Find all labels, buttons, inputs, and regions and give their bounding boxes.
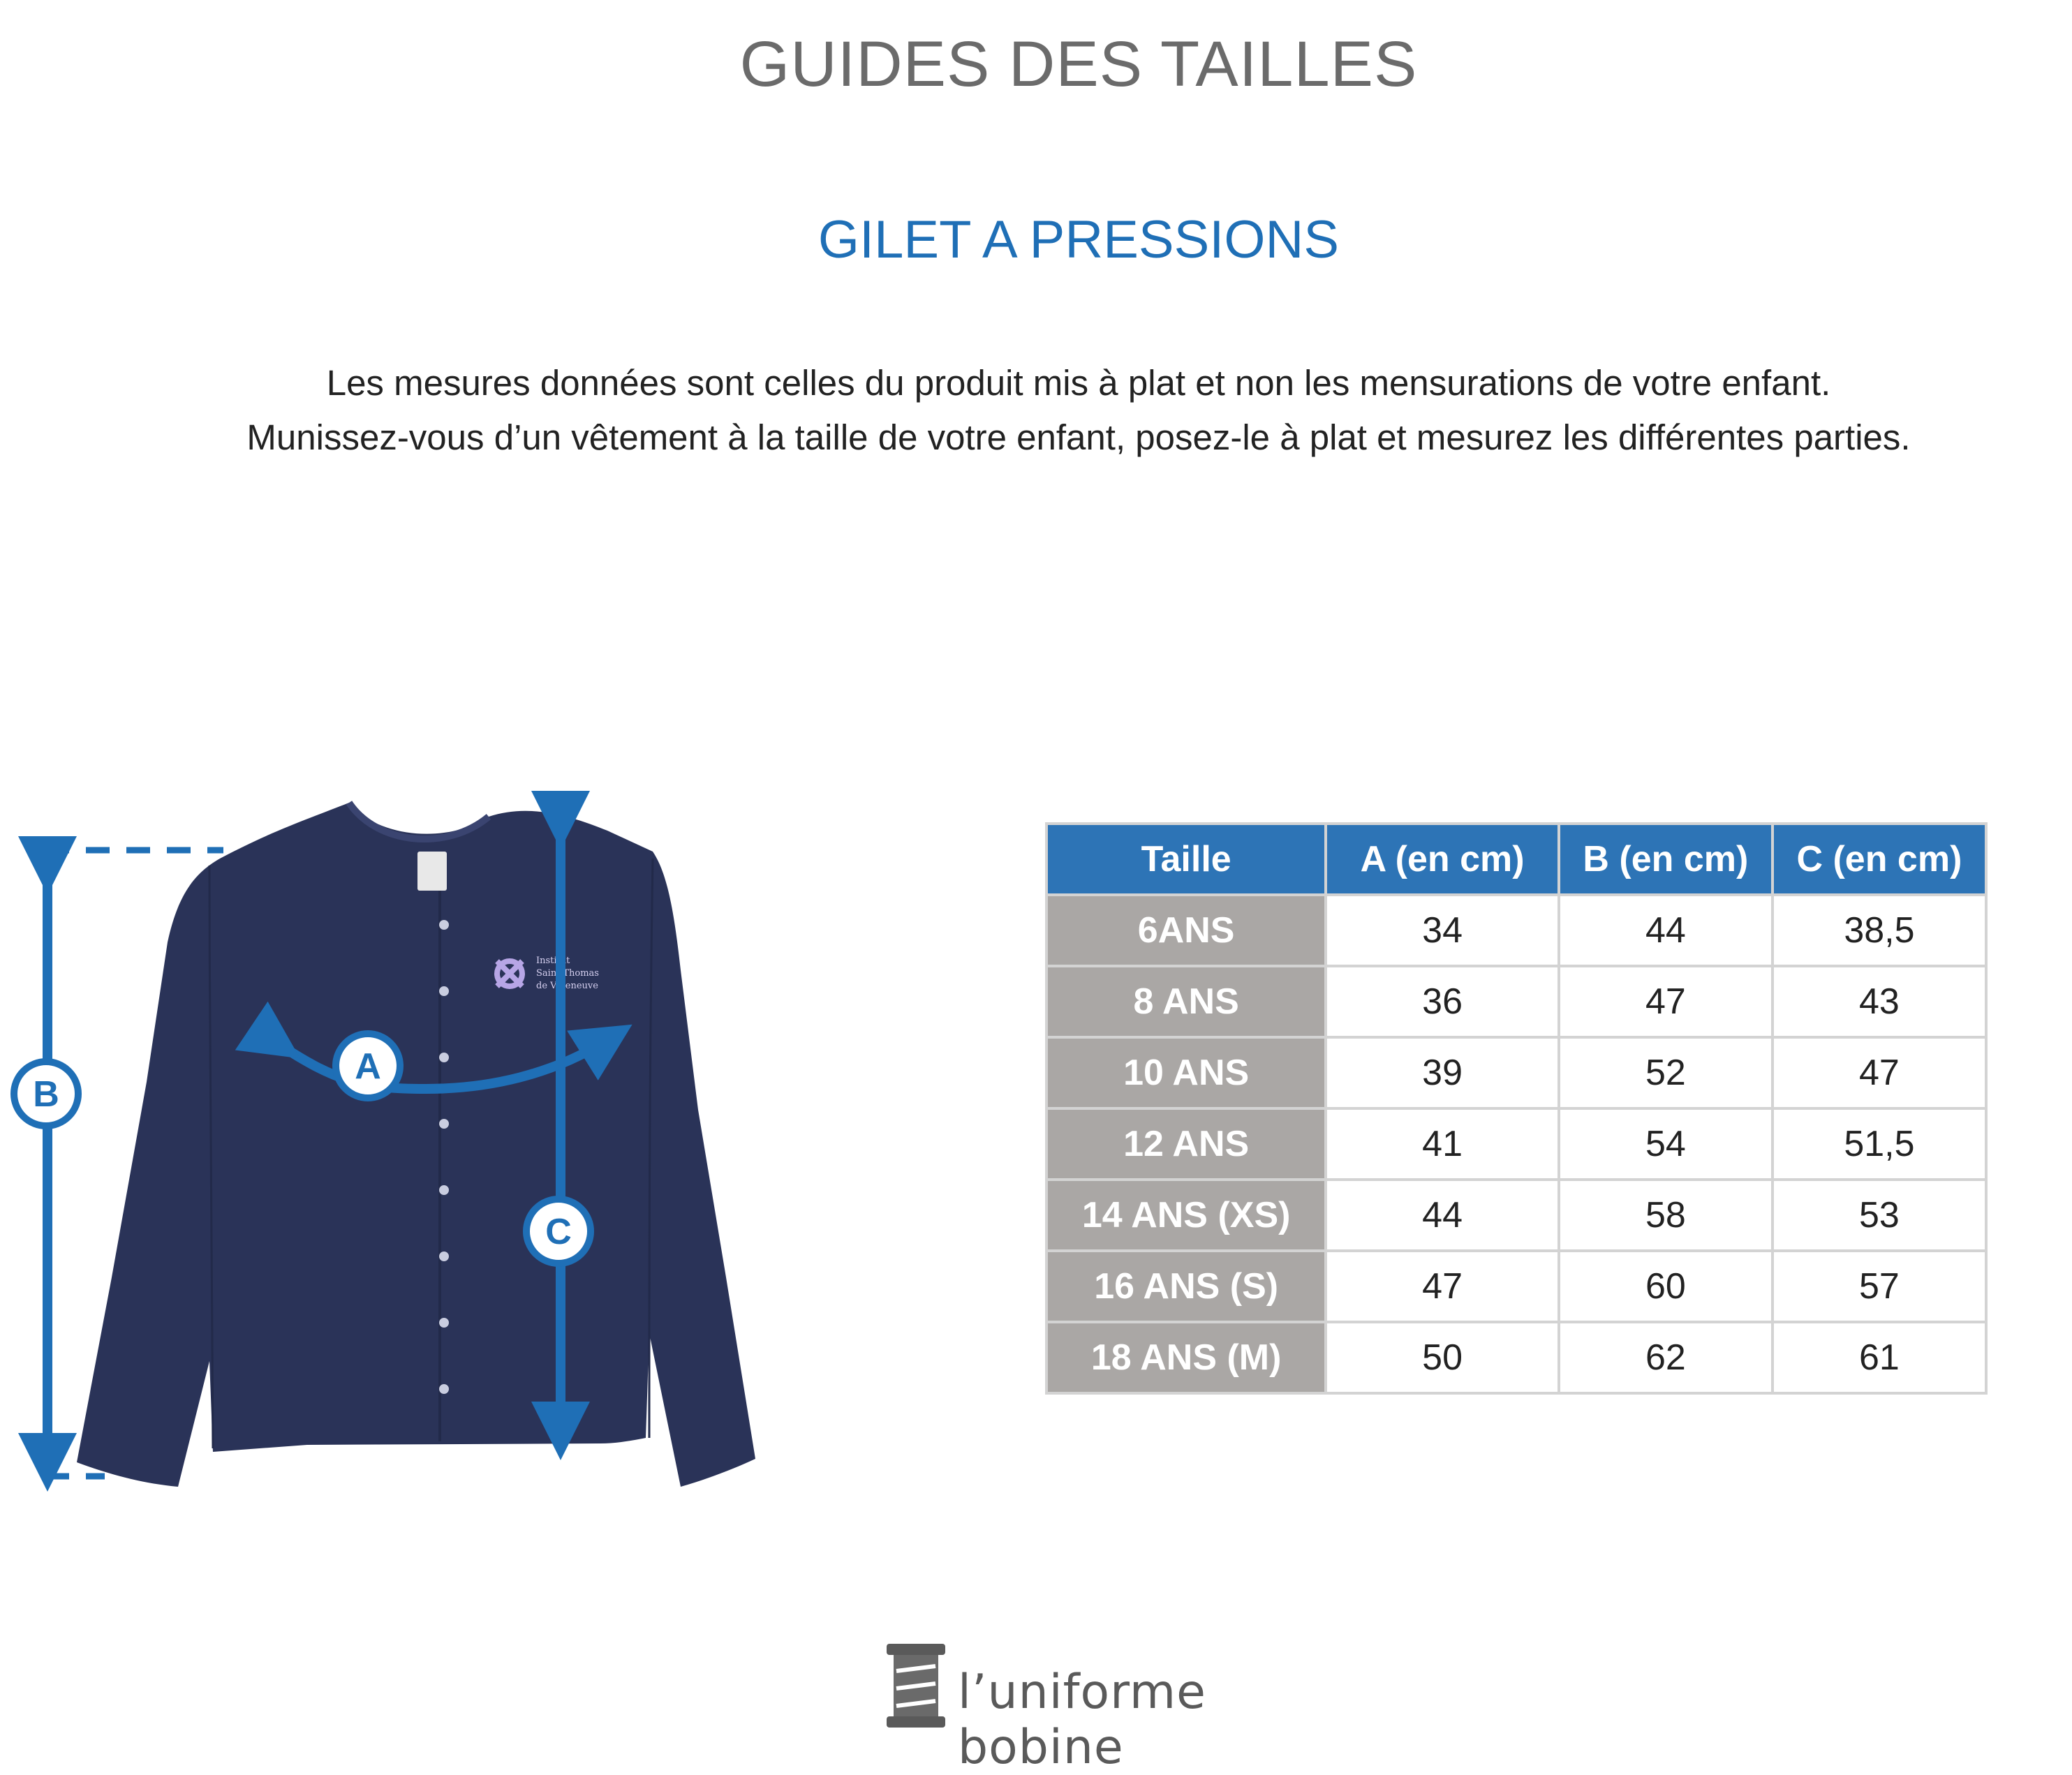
intro-text bbox=[0, 356, 2072, 465]
value-c: 43 bbox=[1773, 966, 1986, 1037]
brand-name: l’uniforme bobine bbox=[958, 1665, 1206, 1775]
cardigan-illustration bbox=[77, 803, 755, 1487]
table-row bbox=[1046, 1037, 1986, 1108]
size-label: 10 ANS bbox=[1046, 1037, 1326, 1108]
size-table-header-row bbox=[1046, 824, 1986, 895]
header-a: A (en cm) bbox=[1326, 824, 1559, 895]
table-row bbox=[1046, 1322, 1986, 1393]
page-title: GUIDES DES TAILLES bbox=[739, 29, 1418, 100]
size-label: 18 ANS (M) bbox=[1046, 1322, 1326, 1393]
table-row bbox=[1046, 1180, 1986, 1251]
intro-line-1: Les mesures données sont celles du produit mis à plat et non les mensurations de votre enfant. bbox=[326, 363, 1831, 403]
value-a: 50 bbox=[1326, 1322, 1559, 1393]
value-c: 57 bbox=[1773, 1251, 1986, 1322]
size-label: 16 ANS (S) bbox=[1046, 1251, 1326, 1322]
value-b: 52 bbox=[1559, 1037, 1773, 1108]
value-b: 58 bbox=[1559, 1180, 1773, 1251]
value-a: 39 bbox=[1326, 1037, 1559, 1108]
value-c: 38,5 bbox=[1773, 895, 1986, 966]
embroidery-line-3: de Villeneuve bbox=[536, 981, 598, 991]
value-b: 62 bbox=[1559, 1322, 1773, 1393]
header-c: C (en cm) bbox=[1773, 824, 1986, 895]
header-taille: Taille bbox=[1046, 824, 1326, 895]
value-c: 47 bbox=[1773, 1037, 1986, 1108]
value-a: 44 bbox=[1326, 1180, 1559, 1251]
size-label: 6ANS bbox=[1046, 895, 1326, 966]
value-a: 36 bbox=[1326, 966, 1559, 1037]
marker-c-label: C bbox=[545, 1212, 572, 1252]
product-title: GILET A PRESSIONS bbox=[817, 210, 1340, 269]
brand-logo bbox=[880, 1637, 1312, 1775]
value-a: 34 bbox=[1326, 895, 1559, 966]
value-c: 51,5 bbox=[1773, 1108, 1986, 1180]
table-row bbox=[1046, 1251, 1986, 1322]
marker-a-label: A bbox=[355, 1046, 381, 1087]
intro-line-2: Munissez-vous d’un vêtement à la taille de votre enfant, posez-le à plat et mesurez les différentes parties. bbox=[246, 417, 1911, 457]
table-row bbox=[1046, 1108, 1986, 1180]
value-a: 41 bbox=[1326, 1108, 1559, 1180]
marker-b-label: B bbox=[33, 1074, 59, 1115]
value-b: 54 bbox=[1559, 1108, 1773, 1180]
value-b: 60 bbox=[1559, 1251, 1773, 1322]
size-label: 14 ANS (XS) bbox=[1046, 1180, 1326, 1251]
value-b: 47 bbox=[1559, 966, 1773, 1037]
value-a: 47 bbox=[1326, 1251, 1559, 1322]
size-table bbox=[1045, 822, 1988, 1395]
thread-spool-icon bbox=[881, 1640, 951, 1730]
value-b: 44 bbox=[1559, 895, 1773, 966]
cardigan-measurement-diagram bbox=[0, 789, 824, 1522]
embroidery-line-2: Saint-Thomas bbox=[536, 968, 599, 979]
size-label: 12 ANS bbox=[1046, 1108, 1326, 1180]
table-row bbox=[1046, 966, 1986, 1037]
header-b: B (en cm) bbox=[1559, 824, 1773, 895]
value-c: 61 bbox=[1773, 1322, 1986, 1393]
table-row bbox=[1046, 895, 1986, 966]
embroidery-line-1: Institut bbox=[536, 956, 570, 966]
value-c: 53 bbox=[1773, 1180, 1986, 1251]
size-label: 8 ANS bbox=[1046, 966, 1326, 1037]
